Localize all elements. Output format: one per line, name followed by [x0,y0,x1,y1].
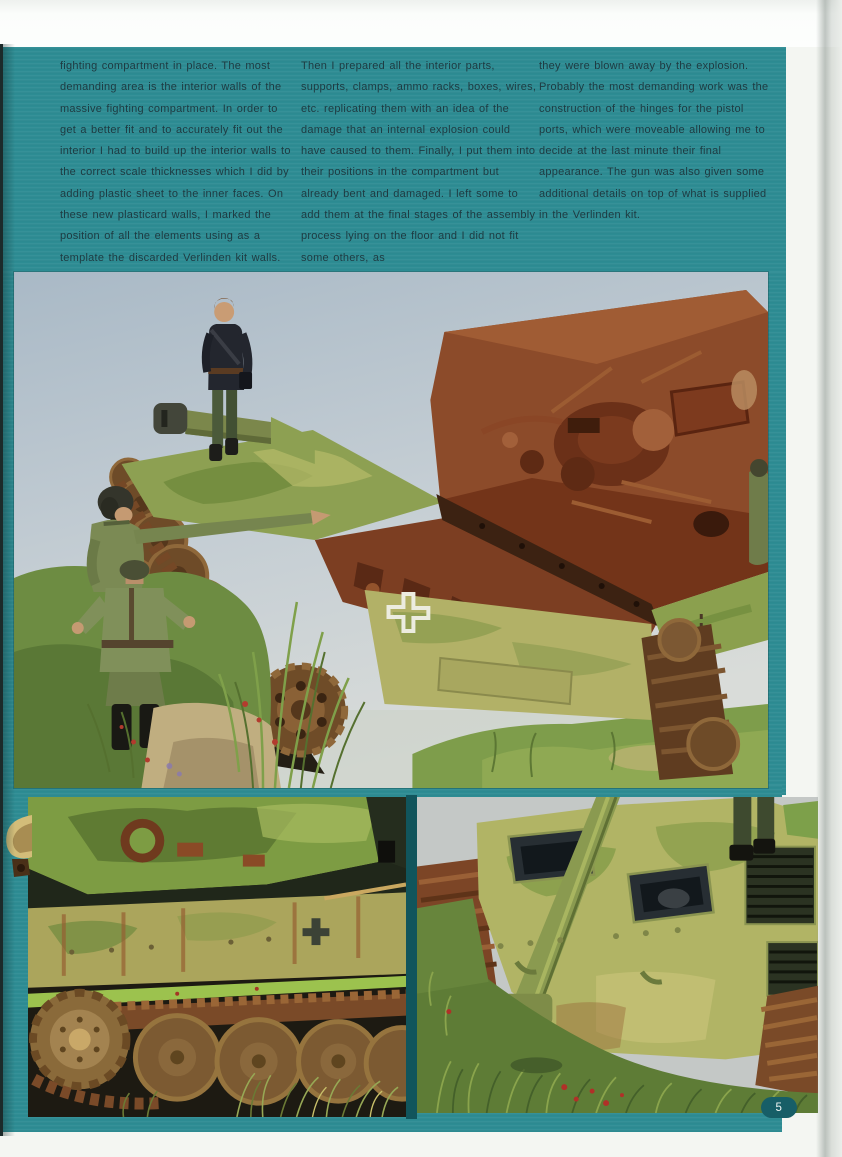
article-column-1: fighting compartment in place. The most demanding area is the interior walls of the massive fighting compartment. In order to get a better fit and to accurately fit out the interior I had to build up the interior walls to the correct scale thicknesses which I did by adding plastic sheet to the inner faces. On these new plasticard walls, I marked the position of all the elements using as a template the discarded Verlinden kit walls. [60,60,291,264]
page-top-margin [0,0,842,47]
main-photo [14,272,768,788]
teal-right-strip [766,272,786,795]
scan-edge-shadow [816,0,842,1157]
breakout-model-part [4,813,34,881]
article-column-2: Then I prepared all the interior parts, supports, clamps, ammo racks, boxes, wires, etc. replicating them with an idea of the damage that an internal explosion could have caused to them. Finally, I put them into their positions in the compartment but already bent and damaged. I left some to add them at the final stages of the assembly process lying on the floor and I did not fit some others, as [301,60,537,264]
page-number-badge [761,1097,797,1118]
hull-side-photo [28,797,406,1117]
article-column-3: they were blown away by the explosion. Probably the most demanding work was the construction of the hinges for the pistol ports, which were moveable allowing me to decide at the last minute their final appearance. The gun was also given some additional details on top of what is supplied in the Verlinden kit. [539,60,769,222]
photo-gutter [406,795,417,1119]
front-view-photo [417,797,818,1113]
page-number: 5 [775,1101,783,1114]
